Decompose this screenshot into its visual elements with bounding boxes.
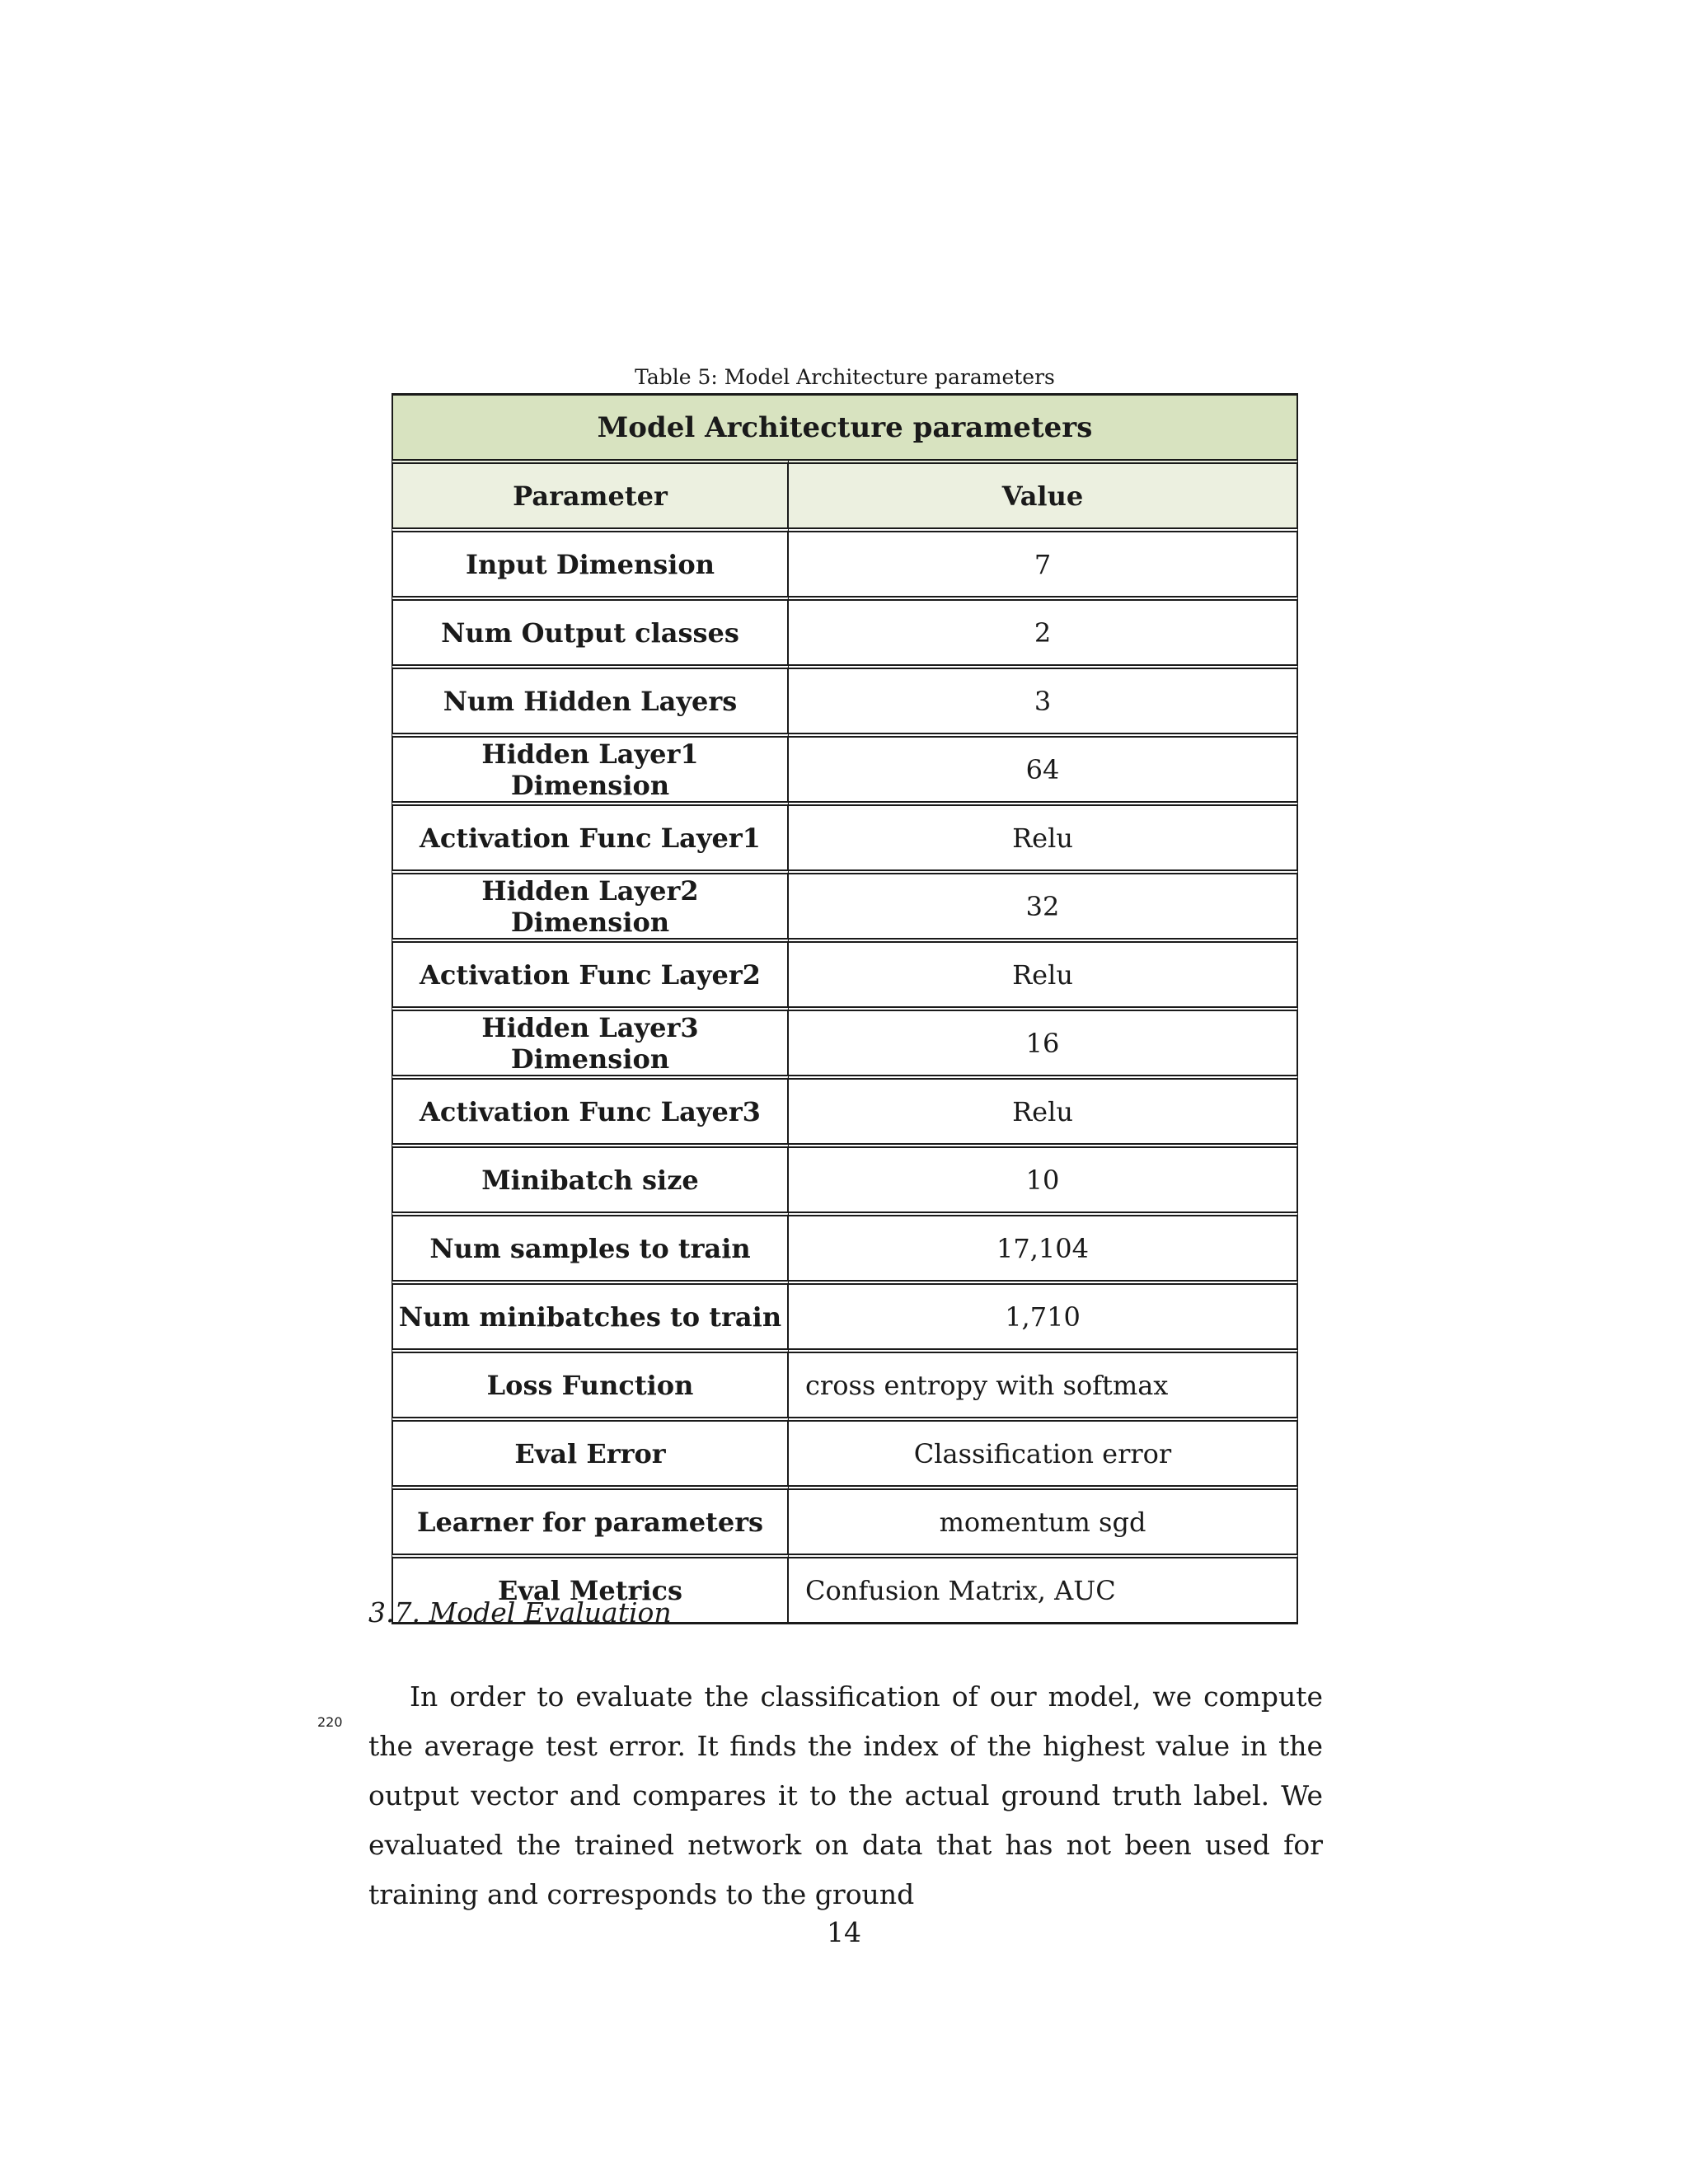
- value-cell: 32: [789, 869, 1298, 938]
- model-architecture-table: [392, 393, 1298, 1624]
- param-cell: Num Output classes: [392, 596, 789, 664]
- table-row: [392, 664, 1298, 733]
- value-cell: 1,710: [789, 1280, 1298, 1348]
- param-cell: Minibatch size: [392, 1143, 789, 1212]
- param-cell: Loss Function: [392, 1348, 789, 1417]
- param-cell: Hidden Layer3 Dimension: [392, 1006, 789, 1075]
- value-cell: Classification error: [789, 1417, 1298, 1485]
- header-value: Value: [789, 459, 1298, 527]
- value-cell: Relu: [789, 801, 1298, 869]
- table-caption: Table 5: Model Architecture parameters: [635, 365, 1055, 389]
- table-row: [392, 1280, 1298, 1348]
- table-row: [392, 1143, 1298, 1212]
- table-row: [392, 733, 1298, 801]
- table-row: [392, 1075, 1298, 1143]
- table-row: [392, 938, 1298, 1006]
- param-cell: Hidden Layer2 Dimension: [392, 869, 789, 938]
- param-cell: Activation Func Layer1: [392, 801, 789, 869]
- table-row: [392, 527, 1298, 596]
- table-row: [392, 1417, 1298, 1485]
- table-row: [392, 1485, 1298, 1554]
- table-title-row: [392, 396, 1298, 459]
- value-cell: Relu: [789, 1075, 1298, 1143]
- table-row: [392, 1348, 1298, 1417]
- param-cell: Num minibatches to train: [392, 1280, 789, 1348]
- page-number: 14: [827, 1916, 861, 1948]
- line-number: 220: [317, 1714, 343, 1730]
- value-cell: 2: [789, 596, 1298, 664]
- body-paragraph: In order to evaluate the classification of our model, we compute the average test error. It finds the index of the highest value in the output vector and compares it to the actual ground truth label. We evaluated the trained network on data that has not been used for training and corresponds to the ground: [368, 1680, 1323, 1910]
- table-row: [392, 1212, 1298, 1280]
- table-row: [392, 1006, 1298, 1075]
- param-cell: Activation Func Layer3: [392, 1075, 789, 1143]
- header-parameter: Parameter: [392, 459, 789, 527]
- param-cell: Hidden Layer1 Dimension: [392, 733, 789, 801]
- table-title: Model Architecture parameters: [392, 396, 1298, 459]
- value-cell: momentum sgd: [789, 1485, 1298, 1554]
- table-row: [392, 596, 1298, 664]
- param-cell: Learner for parameters: [392, 1485, 789, 1554]
- value-cell: 64: [789, 733, 1298, 801]
- value-cell: 17,104: [789, 1212, 1298, 1280]
- value-cell: Confusion Matrix, AUC: [789, 1554, 1298, 1622]
- value-cell: 3: [789, 664, 1298, 733]
- param-cell: Eval Metrics: [392, 1554, 789, 1622]
- value-cell: 10: [789, 1143, 1298, 1212]
- table-header-row: [392, 459, 1298, 527]
- table-row: [392, 801, 1298, 869]
- value-cell: 7: [789, 527, 1298, 596]
- param-cell: Activation Func Layer2: [392, 938, 789, 1006]
- value-cell: 16: [789, 1006, 1298, 1075]
- param-cell: Eval Error: [392, 1417, 789, 1485]
- section-heading: 3.7. Model Evaluation: [368, 1596, 672, 1629]
- table-row: [392, 869, 1298, 938]
- param-cell: Num Hidden Layers: [392, 664, 789, 733]
- param-cell: Input Dimension: [392, 527, 789, 596]
- value-cell: cross entropy with softmax: [789, 1348, 1298, 1417]
- value-cell: Relu: [789, 938, 1298, 1006]
- param-cell: Num samples to train: [392, 1212, 789, 1280]
